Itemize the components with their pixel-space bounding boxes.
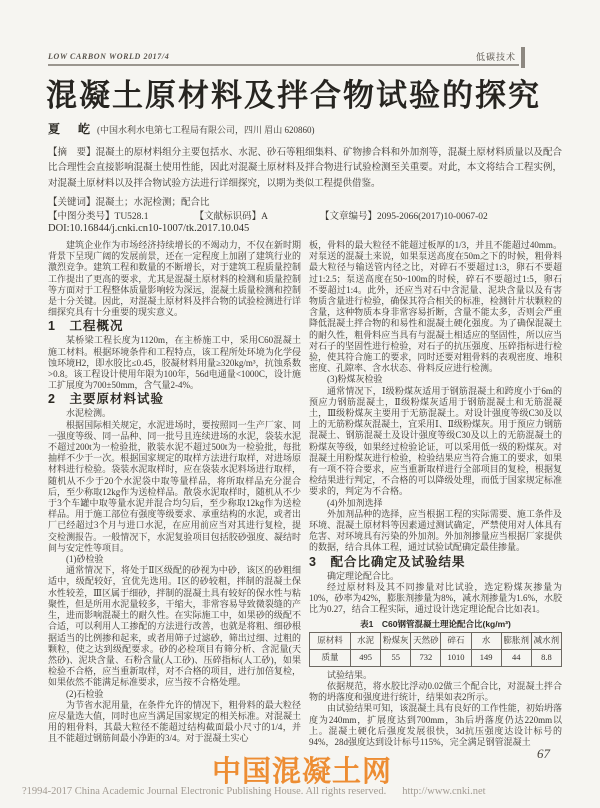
table-cell: 495 [351, 649, 381, 666]
table-cell: 732 [411, 649, 441, 666]
cement-test-label: 水泥检测。 [66, 408, 112, 419]
flyash-test-paragraph: 通常情况下，Ⅰ级粉煤灰适用于钢筋混凝土和跨度小于6m的预应力钢筋混凝土，Ⅱ级粉煤灰适用于钢筋混凝土和无筋混凝土，Ⅲ级粉煤灰主要用于无筋混凝土。对设计强度等级C30及以上的无筋粉煤灰混凝土，宜采用Ⅰ、Ⅱ级粉煤灰。用于预应力钢筋混凝土、钢筋混凝土及设计强度等级C30及以上的无筋混凝土的粉煤灰等级，如果经过检验论证，可以采用低一级的粉煤灰。对混凝土用粉煤灰进行检验，检验结果应当符合施工的要求，如果有一项不符合要求，应当重新取样进行全部项目的复检，根据复检结果进行判定，不合格的可以降级处理，而低于国家规定标准要求的，判定为不合格。 [309, 385, 562, 497]
table-row [310, 649, 562, 666]
left-column [48, 240, 301, 745]
section-3-heading: 3 配合比确定及试验结果 [309, 554, 466, 569]
keywords-text: 混凝土；水泥检测；配合比 [95, 198, 210, 208]
mix-ratio-paragraph: 经过原材料及其不同掺量对比试验，选定粉煤灰掺量为10%，砂率为42%，膨胀剂掺量为8%，减水剂掺量为1.6%，水胶比为0.27，结合工程实际，通过设计选定理论配合比如表1。 [309, 581, 562, 615]
table-header-cell: 天然砂 [411, 632, 441, 649]
table-cell: 44 [501, 649, 531, 666]
cement-test-paragraph: 根据国际相关规定，水泥进场时，要按照同一生产厂家、同一强度等级、同一品种、同一批号且连续进场的水泥，袋装水泥不超过200t为一检验批，散装水泥不超过500t为一检验批，每批抽样不少于一次。根据国家规定的取样方法进行取样，对进场原材料进行检验。袋装水泥取样时，应在袋装水泥料场进行取样，随机从不少于20个水泥袋中取等量样品，将所取样品充分混合后，至少称取12kg作为送检样品。散袋水泥取样时，随机从不少于3个车罐中取等量水泥并混合均匀后，至少称取12kg作为送检样品。用于施工部位有强度等级要求、承重结构的水泥，或者出厂已经超过3个月与进口水泥，在应用前应当对其进行复检，提交检测报告。一般情况下，水泥复验项目包括胶砂强度、凝结时间与安定性等项目。 [48, 419, 301, 553]
doi-line: DOI:10.16844/j.cnki.cn10-1007/tk.2017.10.045 [48, 223, 250, 234]
keywords [48, 194, 562, 208]
classification-line [48, 208, 562, 222]
doc-code-value: A [261, 212, 268, 222]
table-header-cell: 水泥 [351, 632, 381, 649]
clc-label: 【中图分类号】 [48, 212, 115, 222]
copyright-line [22, 786, 582, 797]
abstract [48, 146, 562, 192]
result-label: 试验结果。 [327, 669, 373, 680]
result-paragraph-2: 由试验结果可知，该混凝土具有良好的工作性能，初始坍落度为240mm，扩展度达到700mm，3h后坍落度仍达220mm以上。混凝土硬化后强度发展很快，3d抗压强度达设计标号的94%，28d强度达到设计标号115%，完全满足钢管混凝土 [309, 703, 562, 747]
table-header-cell: 原材料 [310, 632, 351, 649]
stone-test-paragraph: 为节省水泥用量，在条件允许的情况下，粗骨料的最大粒径应尽量选大值，同时也应当满足国家规定的相关标准。对混凝土用的粗骨料，其最大粒径不能超过结构截面最小尺寸的1/4，并且不能超过钢筋间最小净距的3/4。对于混凝土实心 [48, 699, 301, 744]
page-number: 67 [537, 746, 550, 761]
site-watermark: 中国混凝土网 [212, 756, 393, 788]
flyash-test-heading: (3)粉煤灰检验 [327, 374, 383, 385]
table-cell: 8.8 [531, 649, 561, 666]
table-cell: 149 [471, 649, 501, 666]
table-header-cell: 粉煤灰 [381, 632, 411, 649]
abstract-label: 【摘 要】 [48, 148, 96, 158]
section-2-heading: 2 主要原材料试验 [48, 392, 164, 407]
sand-test-paragraph: 通常情况下，将处于Ⅱ区级配的砂视为中砂，该区的砂粗细适中，级配较好，宜优先选用。Ⅰ区的砂较粗，拌制的混凝土保水性较差，Ⅲ区属于细砂，拌制的混凝土具有较好的保水性与粘聚性，但是所用水泥量较多，干缩大，非常容易导致微裂缝的产生，进而影响混凝土的耐久性。在实际施工中，如果砂的级配不合适，可以利用人工掺配的方法进行改善，也就是将粗、细砂根据适当的比例掺和起来，或者用筛子过滤砂，筛出过细、过粗的颗粒，使之达到级配要求。砂的必检项目有筛分析、含泥量(天然砂)、泥块含量、石粉含量(人工砂)、压碎指标(人工砂)，如果检验不合格，应当重新取样，对不合格的项目，进行加倍复检，如果依然不能满足标准要求，应当按不合格处理。 [48, 565, 301, 688]
table-header-cell: 膨胀剂 [501, 632, 531, 649]
abstract-text: 混凝土的原材料组分主要包括水、水泥、砂石等粗细集料、矿物掺合料和外加剂等，混凝土原材料质量以及配合比合理性会直接影响混凝土使用性能，因此对混凝土原材料及拌合物进行试验检测至关重要。对此，本文将结合工程实例，对混凝土原材料以及拌合物试验方法进行详细探究，以期为类似工程提供借鉴。 [48, 148, 562, 189]
mix-ratio-label: 确定理论配合比。 [327, 570, 400, 581]
project-overview-paragraph: 某桥梁工程长度为1120m，在主桥施工中，采用C60混凝土施工材料。根据环境条件和工程特点，该工程所处环境为化学侵蚀环境H2，即水胶比≤0.45，胶凝材料用量≥320kg/m³，抗蚀系数>0.8。该工程设计使用年限为100年，56d电通量<1000C，设计施工扩展度为700±50mm，含气量2-4%。 [48, 335, 301, 391]
doc-code-item [195, 208, 268, 222]
column-tag-bar [521, 47, 525, 68]
doc-code-label: 【文献标识码】 [194, 212, 262, 222]
admixture-heading: (4)外加剂选择 [327, 497, 383, 508]
article-no-label: 【文章编号】 [319, 212, 377, 222]
result-paragraph-1: 依据规范，将水胶比浮动0.02做三个配合比，对混凝土拌合物的坍落度和强度进行统计，结果如表2所示。 [309, 680, 562, 703]
table-header-cell: 水 [471, 632, 501, 649]
clc-value: TU528.1 [114, 212, 149, 222]
mix-ratio-table [309, 632, 562, 667]
table-header-row [310, 632, 562, 649]
article-title: 混凝土原材料及拌合物试验的探究 [46, 78, 541, 113]
table-cell: 55 [381, 649, 411, 666]
intro-paragraph: 建筑企业作为市场经济持续增长的不竭动力，不仅在新时期背景下呈现广阔的发展前景，还在一定程度上加剧了建筑行业的激烈竞争。建筑工程和数量的不断增长，对于建筑工程质量控制工作提出了更高的要求，尤其是混凝土原材料的检测和质量控制等方面对于工程整体质量影响较为深远，混凝土质量检测和控制是十分关键。因此，对混凝土原材料及拌合物的试验检测进行详细探究具有十分重要的现实意义。 [48, 240, 301, 318]
header-divider [48, 64, 519, 66]
article-no-item [320, 208, 488, 222]
clc-item [48, 208, 149, 222]
stone-test-continued-paragraph: 板，骨料的最大粒径不能超过板厚的1/3，并且不能超过40mm。对泵送的混凝土来说，如果泵送高度在50m之下的时候，粗骨料最大粒径与输送管内径之比，对碎石不要超过1:3，卵石不要超过1:2.5；泵送高度在50~100m的时候，碎石不要超过1:5，卵石不要超过1:4。此外，还应当对石中含泥量、泥块含量以及有害物质含量进行检验，确保其符合相关的标准，检测针片状颗粒的含量，这种物质本身非常容易折断，含量不能太多，否则会严重降低混凝土拌合物的和易性和混凝土硬化强度。为了确保混凝土的耐久性，粗骨料应当具有与混凝土相适应的坚固性，所以应当对石子的坚固性进行检验，对石子的抗压强度、压碎指标进行检验，使其符合施工的要求，同时还要对粗骨料的表观密度、堆积密度、孔隙率、含水状态、骨料反应进行检测。 [309, 240, 562, 374]
cnki-url: http://www.cnki.net [402, 786, 486, 797]
column-tag: 低碳技术 [475, 52, 516, 62]
table-header-cell: 碎石 [441, 632, 471, 649]
table-header-cell: 减水剂 [531, 632, 561, 649]
author-affiliation: (中国水利水电第七工程局有限公司，四川 眉山 620860) [97, 125, 315, 135]
table-cell: 1010 [441, 649, 471, 666]
journal-name: LOW CARBON WORLD 2017/4 [48, 52, 170, 61]
section-1-heading: 1 工程概况 [48, 319, 124, 334]
byline [48, 120, 562, 138]
table-1-caption: 表1 C60钢管混凝土理论配合比(kg/m³) [360, 618, 511, 629]
author-name: 夏 屹 [48, 122, 94, 136]
stone-test-heading: (2)石检验 [66, 688, 104, 699]
article-no-value: 2095-2066(2017)10-0067-02 [376, 212, 488, 222]
right-column [309, 240, 562, 748]
copyright-text: ?1994-2017 China Academic Journal Electronic Publishing House. All rights reserved. [22, 786, 387, 797]
sand-test-heading: (1)砂检验 [66, 554, 104, 565]
table-row-label: 质量 [310, 649, 351, 666]
keywords-label: 【关键词】 [48, 198, 96, 208]
admixture-paragraph: 外加剂品种的选择，应当根据工程的实际需要、施工条件及环境、混凝土原材料等因素通过测试确定，严禁使用对人体具有危害、对环境具有污染的外加剂。外加剂掺量应当根据厂家提供的数据，结合具体工程，通过试验试配确定最佳掺量。 [309, 508, 562, 553]
